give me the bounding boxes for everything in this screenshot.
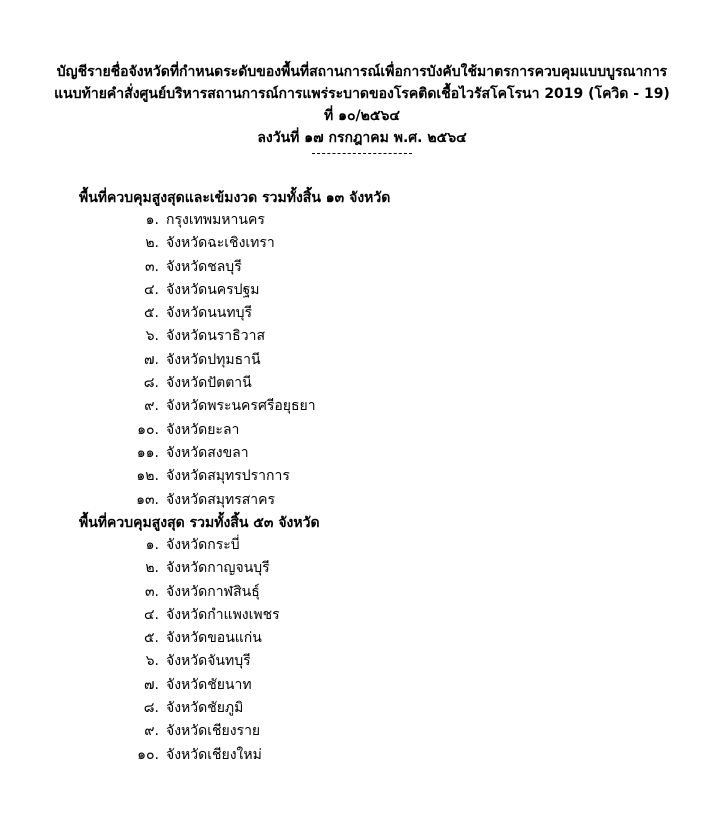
- list-item: [79, 650, 699, 673]
- province-name: จังหวัดสงขลา: [166, 444, 249, 461]
- list-item: [79, 232, 699, 255]
- list-item: [79, 349, 699, 372]
- province-name: กรุงเทพมหานคร: [166, 212, 265, 228]
- province-name: จังหวัดสมุทรสาคร: [166, 491, 276, 508]
- item-number: ๓.: [144, 583, 159, 600]
- order-number: ที่ ๑๐/๒๕๖๔: [324, 108, 400, 124]
- list-item: [79, 372, 699, 395]
- item-number: ๖.: [145, 653, 159, 670]
- province-name: จังหวัดขอนแก่น: [166, 630, 262, 647]
- item-number: ๖.: [145, 328, 159, 345]
- list-item: [79, 604, 699, 627]
- item-number: ๑๐.: [137, 421, 159, 438]
- item-number: ๘.: [143, 375, 159, 392]
- item-number: ๑.: [145, 537, 159, 553]
- list-item: [79, 674, 699, 697]
- header-title: บัญชีรายชื่อจังหวัดที่กำหนดระดับของพื้นที่สถานการณ์เพื่อการบังคับใช้มาตรการควบคุมแบบบูรณาการ: [56, 64, 668, 80]
- province-name: จังหวัดชลบุรี: [166, 258, 242, 275]
- province-name: จังหวัดชัยภูมิ: [166, 700, 244, 717]
- list-item: [79, 419, 699, 442]
- list-item: [79, 209, 699, 232]
- list-item: [79, 534, 699, 557]
- item-number: ๔.: [143, 606, 159, 623]
- section-max-control: [79, 512, 699, 767]
- item-number: ๑๑.: [136, 444, 159, 461]
- province-name: จังหวัดกาฬสินธุ์: [166, 583, 260, 600]
- province-name: จังหวัดสมุทรปราการ: [166, 468, 290, 485]
- item-number: ๒.: [145, 235, 159, 252]
- header-divider: [312, 153, 412, 154]
- item-number: ๔.: [143, 281, 159, 298]
- province-name: จังหวัดนราธิวาส: [166, 328, 265, 345]
- province-name: จังหวัดยะลา: [166, 421, 240, 438]
- province-name: จังหวัดกาญจนบุรี: [166, 560, 270, 577]
- list-item: [79, 325, 699, 348]
- province-name: จังหวัดจันทบุรี: [166, 653, 251, 670]
- list-item: [79, 302, 699, 325]
- section-strict-control: [79, 187, 699, 512]
- order-date: ลงวันที่ ๑๗ กรกฎาคม พ.ศ. ๒๕๖๔: [257, 130, 467, 146]
- list-item: [79, 627, 699, 650]
- province-list: [79, 534, 699, 767]
- item-number: ๙.: [144, 723, 159, 740]
- item-number: ๑๓.: [136, 491, 159, 508]
- province-name: จังหวัดนครปฐม: [166, 281, 260, 298]
- list-item: [79, 256, 699, 279]
- section-title: พื้นที่ควบคุมสูงสุดและเข้มงวด รวมทั้งสิ้น ๑๓ จังหวัด: [79, 190, 391, 206]
- province-name: จังหวัดเชียงราย: [166, 723, 261, 740]
- header-subtitle: แนบท้ายคำสั่งศูนย์บริหารสถานการณ์การแพร่ระบาดของโรคติดเชื้อไวรัสโคโรนา 2019 (โควิด - 19): [54, 86, 670, 102]
- list-item: [79, 279, 699, 302]
- province-name: จังหวัดนนทบุรี: [166, 305, 252, 322]
- list-item: [79, 465, 699, 488]
- section-title: พื้นที่ควบคุมสูงสุด รวมทั้งสิ้น ๕๓ จังหวัด: [79, 515, 320, 531]
- province-name: จังหวัดเชียงใหม่: [166, 746, 262, 763]
- list-item: [79, 720, 699, 743]
- province-name: จังหวัดกระบี่: [166, 537, 240, 553]
- province-name: จังหวัดปัตตานี: [166, 375, 252, 392]
- item-number: ๑๒.: [136, 468, 159, 485]
- list-item: [79, 442, 699, 465]
- province-name: จังหวัดกำแพงเพชร: [166, 606, 280, 623]
- list-item: [79, 395, 699, 418]
- item-number: ๕.: [143, 630, 159, 647]
- list-item: [79, 697, 699, 720]
- list-item: [79, 557, 699, 580]
- province-list: [79, 209, 699, 512]
- province-name: จังหวัดฉะเชิงเทรา: [166, 235, 275, 252]
- document-header: [0, 61, 724, 154]
- item-number: ๒.: [145, 560, 159, 577]
- item-number: ๙.: [144, 398, 159, 415]
- province-name: จังหวัดปทุมธานี: [166, 351, 261, 368]
- item-number: ๗.: [144, 351, 159, 368]
- item-number: ๕.: [143, 305, 159, 322]
- item-number: ๑.: [145, 212, 159, 228]
- item-number: ๗.: [144, 676, 159, 693]
- list-item: [79, 581, 699, 604]
- item-number: ๑๐.: [137, 746, 159, 763]
- list-item: [79, 489, 699, 512]
- item-number: ๘.: [143, 700, 159, 717]
- item-number: ๓.: [144, 258, 159, 275]
- province-name: จังหวัดพระนครศรีอยุธยา: [166, 398, 316, 415]
- list-item: [79, 744, 699, 767]
- province-name: จังหวัดชัยนาท: [166, 676, 252, 693]
